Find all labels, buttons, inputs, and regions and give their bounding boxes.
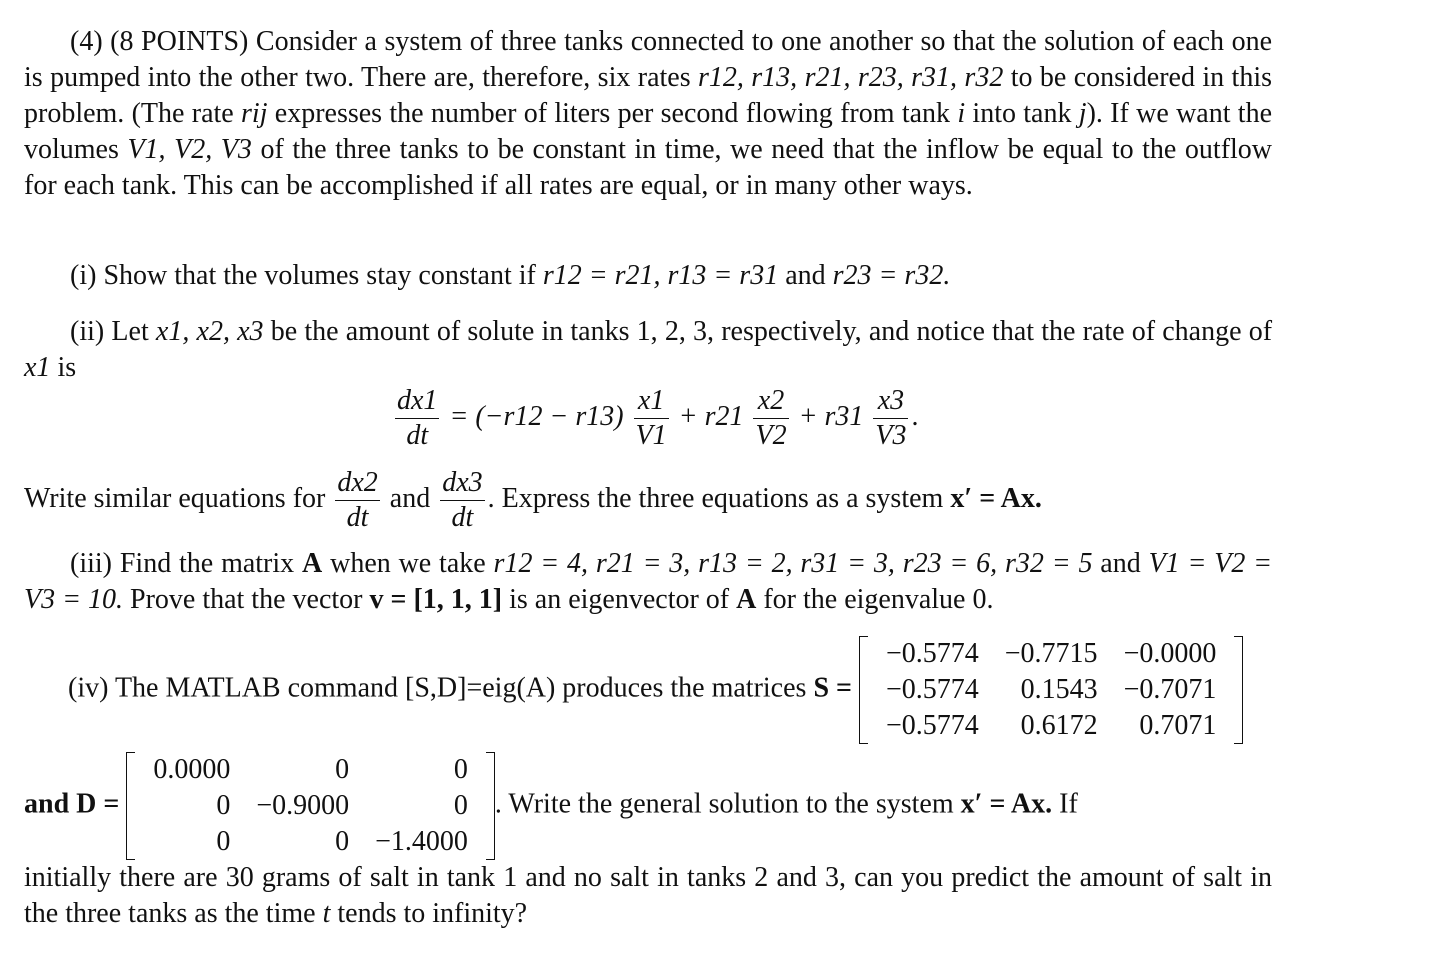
dx1-dt-fraction: $\frac{dx1}{dt}$ [397,385,438,451]
part-ii: (ii) Let x1, x2, x3 be the amount of solute in tanks 1, 2, 3, respectively, and notice that the rate of change of x1 is [24,316,1273,383]
similar-equations-line: Write similar equations for $\frac{dx2}{dt}$ and $\frac{dx3}{dt}$ . Express the three equations as a system x′ = Ax. [24,467,1042,533]
x3-v3-fraction: $\frac{x3}{V3}$ [875,385,907,451]
intro-paragraph: (4) (8 POINTS) Consider a system of three tanks connected to one another so that the solution of each one is pumped into the other two. There are, therefore, six rates r12, r13, r21, r23, r31, r32 to be considered in this problem. (The rate rij expresses the number of liters per second flowing from tank i into tank j). If we want the volumes V1, V2, V3 of the three tanks to be constant in time, we need that the inflow be equal to the outflow for each tank. This can be accomplished if all rates are equal, or in many other ways. [24,26,1273,201]
problem-label: (4) (8 POINTS) [70,26,249,57]
part-i: (i) Show that the volumes stay constant if r12 = r21, r13 = r31 and r23 = r32. [70,260,951,291]
part-iii: (iii) Find the matrix A when we take r12 = 4, r21 = 3, r13 = 2, r31 = 3, r23 = 6, r32 = 5 and V1 = V2 = V3 = 10. Prove that the vector v = [1, 1, 1] is an eigenvector of A for the eigenvalue 0. [24,548,1273,615]
matrix-d-line: and D = 0.0000 0 0 0 −0.9000 0 0 0 −1.4000 . Write the general solution to the system x′ = Ax. If [24,752,1078,860]
rates-list: r12, r13, r21, r23, r31, r32 [698,62,1004,93]
x2-v2-fraction: $\frac{x2}{V2}$ [755,385,787,451]
dx2-dt-fraction: $\frac{dx2}{dt}$ [337,467,378,533]
rate-equation: $\frac{dx1}{dt}$ = (−r12 − r13) $\frac{x1}{V1}$ + r21 $\frac{x2}{V2}$ + r31 $\frac{x3}{V3}$ . [397,385,919,451]
matrix-s: −0.5774 −0.7715 −0.0000 −0.5774 0.1543 −0.7071 −0.5774 0.6172 0.7071 [859,636,1243,744]
final-question: initially there are 30 grams of salt in tank 1 and no salt in tanks 2 and 3, can you predict the amount of salt in the three tanks as the time t tends to infinity? [24,862,1272,929]
dx3-dt-fraction: $\frac{dx3}{dt}$ [442,467,483,533]
matrix-d: 0.0000 0 0 0 −0.9000 0 0 0 −1.4000 [126,752,495,860]
part-iv: (iv) The MATLAB command [S,D]=eig(A) produces the matrices S = −0.5774 −0.7715 −0.0000 −0.5774 0.1543 −0.7071 −0.5774 0.6172 0.7071 [24,636,1243,744]
x1-v1-fraction: $\frac{x1}{V1}$ [635,385,667,451]
